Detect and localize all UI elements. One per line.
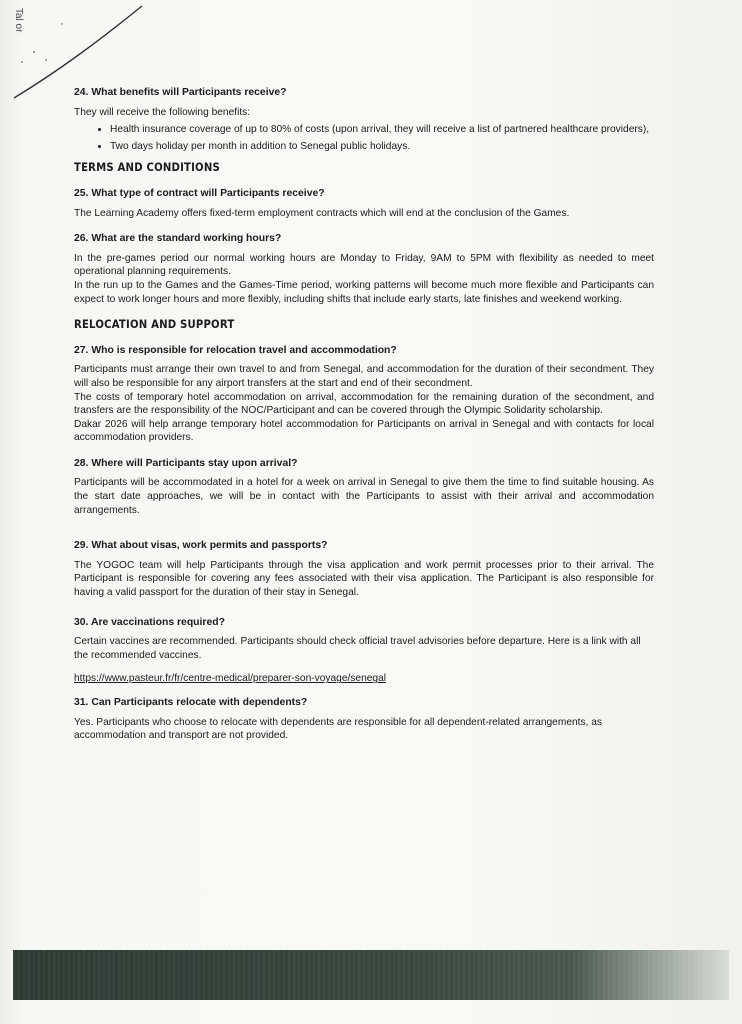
question-30-answer: Certain vaccines are recommended. Participants should check official travel advisories before departure. Here is a link with all the recommended vaccines. [74,636,641,661]
section-heading-terms: TERMS AND CONDITIONS [74,160,220,175]
question-28-heading: 28. Where will Participants stay upon arrival? [74,457,298,469]
question-26-heading: 26. What are the standard working hours? [74,233,282,245]
question-27-heading: 27. Who is responsible for relocation travel and accommodation? [74,344,397,356]
question-28-answer: Participants will be accommodated in a hotel for a week on arrival in Senegal to give them the time to find suitable housing. As the start date approaches, we will be in contact with the Participants to assist with their arrival and accommodation arrangements. [74,477,654,516]
question-24-intro: They will receive the following benefits: [74,106,251,118]
vaccines-link[interactable]: https://www.pasteur.fr/fr/centre-medical/preparer-son-voyage/senegal [74,673,386,685]
question-31-heading: 31. Can Participants relocate with dependents? [74,697,308,708]
scanned-footer-band [13,950,729,1000]
question-27-answer-part3: Dakar 2026 will help arrange temporary hotel accommodation for Participants on arrival in Senegal and with contacts for local accommodation providers. [74,418,654,444]
question-25-answer: The Learning Academy offers fixed-term employment contracts which will end at the conclusion of the Games. [74,207,570,219]
question-31-answer: Yes. Participants who choose to relocate with dependents are responsible for all dependent-related arrangements, as accommodation and transport are not provided. [74,716,602,742]
question-25-heading: 25. What type of contract will Participants receive? [74,187,325,199]
question-29-heading: 29. What about visas, work permits and passports? [74,540,328,552]
document-body [74,86,654,743]
question-29-answer: The YOGOC team will help Participants through the visa application and work permit processes prior to their arrival. The Participant is responsible for covering any fees associated with their visa application. The Participant is also responsible for having a valid passport for the duration of their stay in Senegal. [74,559,654,599]
benefits-list [74,123,654,153]
question-30-heading: 30. Are vaccinations required? [74,616,225,628]
section-heading-relocation: RELOCATION AND SUPPORT [74,317,235,332]
benefit-item: • Two days holiday per month in addition to Senegal public holidays. [110,140,654,154]
question-24-heading: 24. What benefits will Participants receive? [74,87,287,98]
benefit-item: • Health insurance coverage of up to 80% of costs (upon arrival, they will receive a list of partnered healthcare providers), [110,123,654,137]
question-26-answer-part2: In the run up to the Games and the Games-Time period, working patterns will become much more flexible and Participants can expect to work longer hours and more flexibly, including shifts that include early starts, late finishes and weekend working. [74,279,654,305]
question-27-answer-part2: The costs of temporary hotel accommodation on arrival, accommodation for the remaining duration of the secondment, and transfers are the responsibility of the NOC/Participant and can be covered through the Olympic Solidarity scholarship. [74,391,654,417]
question-27-answer-part1: Participants must arrange their own travel to and from Senegal, and accommodation for the duration of their secondment. They will also be responsible for any airport transfers at the start and end of their secondment. [74,364,654,389]
question-26-answer-part1: In the pre-games period our normal working hours are Monday to Friday, 9AM to 5PM with flexibility as needed to meet operational planning requirements. [74,252,654,278]
corner-handwriting: Tal or [13,8,24,33]
